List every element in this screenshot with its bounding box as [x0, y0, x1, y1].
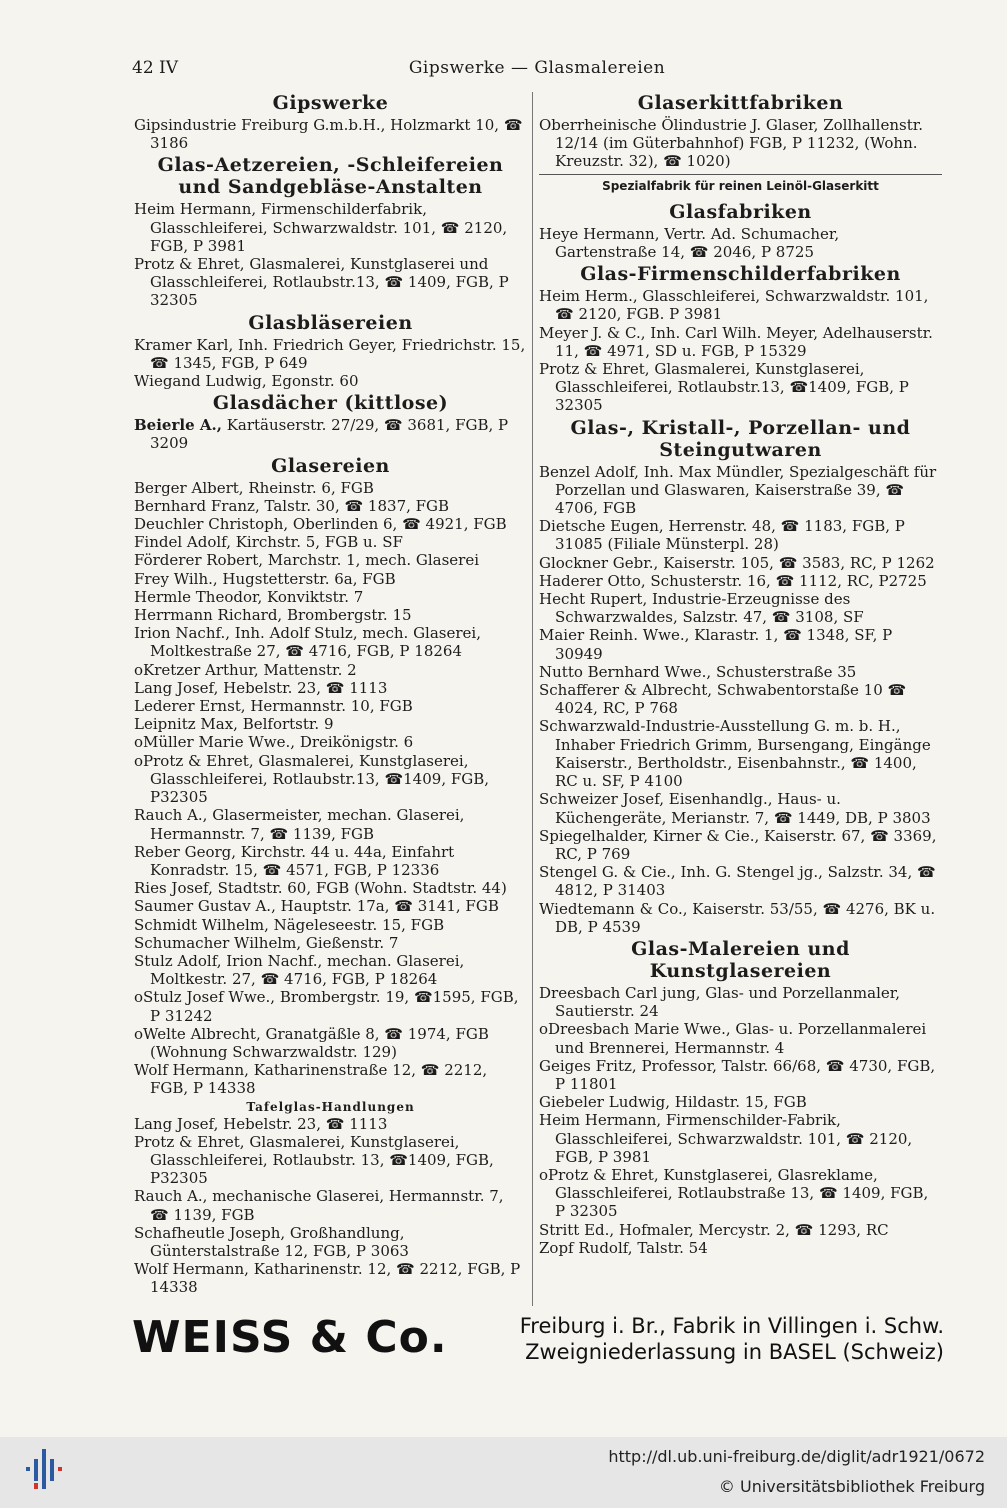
ad-line-1: Freiburg i. Br., Fabrik in Villingen i. Schw. — [519, 1314, 944, 1338]
entry-detail: Kartäuserstr. 27/29, ☎ 3681, FGB, P 3209 — [150, 416, 509, 453]
list-item: Hecht Rupert, Industrie-Erzeugnisse des Schwarzwaldes, Salzstr. 47, ☎ 3108, SF — [539, 590, 864, 627]
list-item: Heye Hermann, Vertr. Ad. Schumacher, Gartenstraße 14, ☎ 2046, P 8725 — [539, 224, 840, 262]
section-heading-tafelglas: Tafelglas-Handlungen — [246, 1099, 415, 1114]
list-item: Spiegelhalder, Kirner & Cie., Kaiserstr. 67, ☎ 3369, RC, P 769 — [539, 826, 937, 863]
list-item: Reber Georg, Kirchstr. 44 u. 44a, Einfahrt Konradstr. 15, ☎ 4571, FGB, P 12336 — [134, 842, 455, 879]
list-item: Schmidt Wilhelm, Nägeleseestr. 15, FGB — [134, 915, 445, 934]
page-url[interactable]: http://dl.ub.uni-freiburg.de/diglit/adr1921/0672 — [608, 1447, 985, 1466]
list-item: Berger Albert, Rheinstr. 6, FGB — [134, 478, 374, 497]
list-item: oStulz Josef Wwe., Brombergstr. 19, ☎1595, FGB, P 31242 — [134, 988, 519, 1025]
list-item: Geiges Fritz, Professor, Talstr. 66/68, ☎ 4730, FGB, P 11801 — [539, 1056, 936, 1093]
list-item: Heim Hermann, Firmenschilder-Fabrik, Glasschleiferei, Schwarzwaldstr. 101, ☎ 2120, FGB, P 3981 — [539, 1111, 913, 1166]
list-item: Schafheutle Joseph, Großhandlung, Günterstalstraße 12, FGB, P 3063 — [134, 1223, 409, 1260]
list-item: oProtz & Ehret, Kunstglaserei, Glasreklame, Glasschleiferei, Rotlaubstraße 13, ☎ 1409, FGB, P 32305 — [539, 1165, 929, 1221]
list-item: Rauch A., mechanische Glaserei, Hermannstr. 7, ☎ 1139, FGB — [134, 1187, 504, 1224]
section-heading-gipswerke: Gipswerke — [272, 92, 389, 114]
ub-freiburg-logo-icon[interactable] — [22, 1445, 66, 1491]
list-item: Stritt Ed., Hofmaler, Mercystr. 2, ☎ 1293, RC — [539, 1220, 889, 1239]
list-item: Frey Wilh., Hugstetterstr. 6a, FGB — [134, 569, 396, 588]
list-item: Kramer Karl, Inh. Friedrich Geyer, Friedrichstr. 15, ☎ 1345, FGB, P 649 — [134, 335, 526, 372]
list-item: Heim Herm., Glasschleiferei, Schwarzwaldstr. 101, ☎ 2120, FGB. P 3981 — [539, 287, 929, 324]
list-item: Rauch A., Glasermeister, mechan. Glaserei, Hermannstr. 7, ☎ 1139, FGB — [134, 806, 465, 843]
list-item: Meyer J. & C., Inh. Carl Wilh. Meyer, Adelhauserstr. 11, ☎ 4971, SD u. FGB, P 15329 — [539, 323, 933, 360]
list-item: Schwarzwald-Industrie-Ausstellung G. m. b. H., Inhaber Friedrich Grimm, Bursengang, Eingänge Kaiserstr., Bertholdstr., Eisenbahnstr., ☎ 1400, RC u. SF, P 4100 — [539, 717, 931, 791]
list-item: Protz & Ehret, Glasmalerei, Kunstglaserei, Glasschleiferei, Rotlaubstr.13, ☎1409, FGB, P 32305 — [539, 360, 909, 415]
list-item — [134, 416, 527, 452]
list-item: Nutto Bernhard Wwe., Schusterstraße 35 — [539, 662, 857, 681]
list-item: Maier Reinh. Wwe., Klarastr. 1, ☎ 1348, SF, P 30949 — [539, 626, 893, 663]
list-item: Benzel Adolf, Inh. Max Mündler, Spezialgeschäft für Porzellan und Glaswaren, Kaiserstraße 39, ☎ 4706, FGB — [539, 462, 937, 518]
list-item: oMüller Marie Wwe., Dreikönigstr. 6 — [134, 733, 414, 752]
right-column — [539, 90, 942, 1257]
section-heading-aetzereien: Glas-Aetzereien, -Schleifereien und Sandgebläse-Anstalten — [157, 154, 504, 199]
list-item: Saumer Gustav A., Hauptstr. 17a, ☎ 3141, FGB — [134, 897, 499, 916]
section-heading-glasmalereien: Glas-Malereien und Kunstglasereien — [631, 937, 850, 982]
special-note: Spezialfabrik für reinen Leinöl-Glaserkitt — [539, 174, 942, 195]
list-item: Deuchler Christoph, Oberlinden 6, ☎ 4921, FGB — [134, 515, 507, 534]
list-item: Dietsche Eugen, Herrenstr. 48, ☎ 1183, FGB, P 31085 (Filiale Münsterpl. 28) — [539, 517, 905, 554]
list-item: Lang Josef, Hebelstr. 23, ☎ 1113 — [134, 1114, 388, 1133]
list-item: oProtz & Ehret, Glasmalerei, Kunstglaserei, Glasschleiferei, Rotlaubstr.13, ☎1409, FGB, P32305 — [134, 751, 490, 807]
section-heading-glaserkitt: Glaserkittfabriken — [637, 92, 844, 114]
list-item: Schafferer & Albrecht, Schwabentorstaße 10 ☎ 4024, RC, P 768 — [539, 681, 907, 718]
list-item: Leipnitz Max, Belfortstr. 9 — [134, 715, 334, 734]
section-heading-glasdaecher: Glasdächer (kittlose) — [212, 392, 449, 415]
list-item: Findel Adolf, Kirchstr. 5, FGB u. SF — [134, 533, 403, 552]
page-number: 42 IV — [132, 58, 179, 78]
section-heading-firmenschilder: Glas-Firmenschilderfabriken — [580, 263, 901, 286]
list-item: Stengel G. & Cie., Inh. G. Stengel jg., Salzstr. 34, ☎ 4812, P 31403 — [539, 863, 936, 900]
list-item: Ries Josef, Stadtstr. 60, FGB (Wohn. Stadtstr. 44) — [134, 879, 507, 898]
list-item: Oberrheinische Ölindustrie J. Glaser, Zollhallenstr. 12/14 (im Güterbahnhof) FGB, P 11232, (Wohn. Kreuzstr. 32), ☎ 1020) — [539, 116, 924, 171]
list-item: Gipsindustrie Freiburg G.m.b.H., Holzmarkt 10, ☎ 3186 — [134, 116, 523, 153]
entry-name: Beierle A., — [134, 416, 222, 435]
ad-logo: WEISS & Co. — [132, 1312, 448, 1363]
list-item: Wolf Hermann, Katharinenstraße 12, ☎ 2212, FGB, P 14338 — [134, 1061, 488, 1098]
section-heading-glasereien: Glasereien — [271, 454, 390, 477]
list-item: Giebeler Ludwig, Hildastr. 15, FGB — [539, 1093, 807, 1112]
running-title: Gipswerke — Glasmalereien — [408, 58, 666, 78]
list-item: Wiegand Ludwig, Egonstr. 60 — [134, 372, 359, 391]
running-head — [132, 58, 942, 84]
list-item: Glockner Gebr., Kaiserstr. 105, ☎ 3583, RC, P 1262 — [539, 553, 935, 572]
list-item: Schweizer Josef, Eisenhandlg., Haus- u. Küchengeräte, Merianstr. 7, ☎ 1449, DB, P 3803 — [539, 790, 931, 827]
list-item: Hermle Theodor, Konviktstr. 7 — [134, 587, 364, 606]
column-divider — [532, 92, 533, 1306]
section-heading-glasfabriken: Glasfabriken — [669, 200, 812, 223]
copyright: © Universitätsbibliothek Freiburg — [718, 1477, 985, 1496]
section-heading-glasblaesereien: Glasbläsereien — [248, 311, 413, 334]
list-item: Lederer Ernst, Hermannstr. 10, FGB — [134, 697, 413, 716]
list-item: Bernhard Franz, Talstr. 30, ☎ 1837, FGB — [134, 496, 450, 515]
list-item: Lang Josef, Hebelstr. 23, ☎ 1113 — [134, 678, 388, 697]
list-item: Haderer Otto, Schusterstr. 16, ☎ 1112, RC, P2725 — [539, 571, 927, 590]
list-item: Herrmann Richard, Brombergstr. 15 — [134, 606, 412, 625]
list-item: oWelte Albrecht, Granatgäßle 8, ☎ 1974, FGB (Wohnung Schwarzwaldstr. 129) — [134, 1024, 489, 1061]
list-item: Protz & Ehret, Glasmalerei, Kunstglaserei, Glasschleiferei, Rotlaubstr. 13, ☎1409, FGB, P32305 — [134, 1132, 494, 1188]
list-item: Wiedtemann & Co., Kaiserstr. 53/55, ☎ 4276, BK u. DB, P 4539 — [539, 899, 936, 936]
section-heading-kristall: Glas-, Kristall-, Porzellan- und Steingutwaren — [570, 416, 911, 461]
list-item: Dreesbach Carl jung, Glas- und Porzellanmaler, Sautierstr. 24 — [539, 983, 901, 1021]
list-item: Heim Hermann, Firmenschilderfabrik, Glasschleiferei, Schwarzwaldstr. 101, ☎ 2120, FGB, P 3981 — [134, 200, 508, 255]
list-item: Zopf Rudolf, Talstr. 54 — [539, 1238, 708, 1257]
list-item: oDreesbach Marie Wwe., Glas- u. Porzellanmalerei und Brennerei, Hermannstr. 4 — [539, 1020, 927, 1057]
list-item: Förderer Robert, Marchstr. 1, mech. Glaserei — [134, 551, 480, 570]
list-item: Wolf Hermann, Katharinenstr. 12, ☎ 2212, FGB, P 14338 — [134, 1260, 521, 1297]
list-item: Stulz Adolf, Irion Nachf., mechan. Glaserei, Moltkestr. 27, ☎ 4716, FGB, P 18264 — [134, 951, 465, 989]
ad-line-2: Zweigniederlassung in BASEL (Schweiz) — [525, 1340, 944, 1364]
left-column — [134, 90, 527, 1297]
footer-bar — [0, 1437, 1007, 1508]
list-item: Irion Nachf., Inh. Adolf Stulz, mech. Glaserei, Moltkestraße 27, ☎ 4716, FGB, P 18264 — [134, 624, 481, 661]
list-item: Schumacher Wilhelm, Gießenstr. 7 — [134, 933, 399, 952]
list-item: oKretzer Arthur, Mattenstr. 2 — [134, 660, 357, 679]
list-item: Protz & Ehret, Glasmalerei, Kunstglaserei und Glasschleiferei, Rotlaubstr.13, ☎ 1409, FGB, P 32305 — [134, 255, 509, 310]
advertisement — [132, 1310, 944, 1366]
